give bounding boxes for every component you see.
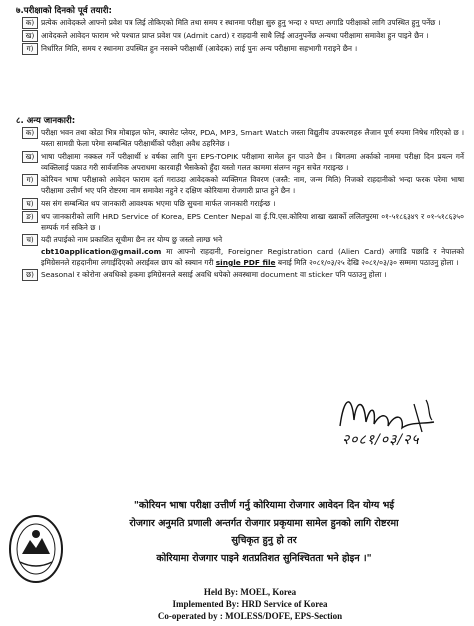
section-other-information [10, 114, 464, 281]
item-text: प्रत्येक आवेदकले आफ्नो प्रवेश पत्र लिई तोकिएको मिति तथा समय र स्थानमा परीक्षा सुरु हुनु भन्दा २ घण्टा अगाडि परीक्षाको लागि उपस्थित हुनु पर्नेछ । [41, 18, 441, 27]
item-marker: ङ) [22, 211, 38, 223]
signature-date: २०८१/०३/२५ [342, 432, 420, 448]
item-text [41, 234, 464, 268]
disclaimer-quote [66, 497, 462, 567]
email-link[interactable]: cbt10application@gmail.com [41, 246, 162, 256]
section-title: ८. अन्य जानकारी: [16, 116, 76, 126]
item-text: निर्धारित मिति, समय र स्थानमा उपस्थित हुन नसक्ने परीक्षार्थी (आवेदक) लाई पुनः अन्य परीक्षामा सहभागी गराइने छैन । [41, 44, 358, 53]
item-text: कोरियन भाषा परीक्षाको आवेदन फाराम दर्ता गराउदा आवेदकको व्यक्तिगत विवरण (जस्तै: नाम, जन्म मिति) निजको राहदानीको भन्दा फरक परेमा भाषा परीक्षामा उत्तीर्ण भए पनि रोष्टरमा नाम समावेश नहुने र दक्षिण कोरियामा रोजगारी प्राप्त हुने छैन । [41, 175, 464, 196]
quote-line: कोरियामा रोजगार पाइने शतप्रतिशत सुनिश्चितता भने होइन ।" [156, 552, 372, 564]
item-marker: छ) [22, 269, 38, 281]
item-marker: क) [22, 127, 38, 139]
cooperated-by: Co-operated by : MOLESS/DOFE, EPS-Section [157, 611, 343, 621]
pdf-requirement: single PDF file [215, 257, 276, 267]
list-item [10, 174, 464, 197]
held-by: Held By: MOEL, Korea [203, 587, 297, 597]
quote-line: सुचिकृत हुनु हो तर [231, 535, 297, 546]
item-marker: च) [22, 234, 38, 246]
item-text-part: मा आफ्नो राहदानी, Foreigner Registration card (Alien Card) अगाडि पछाडि र नेपालको इमिग्रेसनले राहदानीमा लगाईदिएको अराईवल छाप को स्क्यान गरी [41, 246, 464, 267]
item-text: थप जानकारीको लागि HRD Service of Korea, EPS Center Nepal वा ई.पि.एस.कोरिया शाखा ख्वार्को ललितपुरमा ०१-५१८६३४९ र ०१-५१८६३५० सम्पर्क गर्न सकिने छ । [41, 211, 464, 233]
item-marker: ग) [22, 174, 38, 186]
item-text-part: बनाई मिति २०८१/०३/२५ देखि २०८१/०३/३० सम्ममा पठाउनु होला । [275, 257, 459, 267]
list-item [10, 43, 464, 55]
list-item [10, 198, 464, 210]
section-title: ७.परीक्षाको दिनको पूर्व तयारी: [16, 6, 112, 16]
list-item [10, 211, 464, 234]
list-item [10, 151, 464, 174]
item-marker: घ) [22, 198, 38, 210]
quote-line: रोजगार अनुमति प्रणाली अन्तर्गत रोजगार प्रकृयामा सामेल हुनको लागि रोष्टरमा [129, 517, 399, 529]
item-text: Seasonal र कोरोना अवधिको हकमा इमिग्रेसनले बसाई अवधि थपेको अवस्थामा document वा sticker पनि पठाउनु होला । [41, 270, 387, 280]
quote-line: "कोरियन भाषा परीक्षा उत्तीर्ण गर्नु कोरियामा रोजगार आवेदन दिन योग्य भई [133, 500, 395, 511]
item-text: भाषा परीक्षामा नक्कल गर्ने परीक्षार्थी ४ वर्षका लागि पुनः EPS-TOPIK परीक्षामा सामेल हुन पाउने छैन । बिगतमा अर्काको नाममा परीक्षा दिन प्रयत्न गर्ने व्यक्तिलाई पक्राउ गरी सार्वजनिक अपराधमा कारवाही भैसकेको हुँदा यस्तो गलत काममा संलग्न नहुन सचेत गराइन्छ । [41, 151, 464, 172]
item-marker: क) [22, 17, 38, 29]
office-seal-icon [8, 514, 64, 584]
item-text-part: यदी तपाईको नाम प्रकाशित सूचीमा छैन तर योग्य छु जस्तो लाग्छ भने [41, 235, 223, 245]
item-text: परीक्षा भवन तथा कोठा भित्र मोबाइल फोन, क्यासेट प्लेयर, PDA, MP3, Smart Watch जस्ता विद्युतीय उपकरणहरु लैजान पूर्ण रुपमा निषेध गरिएको छ । यस्ता सामग्री फेला परेमा सम्बन्धित परीक्षार्थीको परीक्षा अवैध ठहरिनेछ । [41, 128, 464, 149]
implemented-by: Implemented By: HRD Service of Korea [172, 599, 328, 609]
list-item [10, 17, 464, 29]
list-item [10, 269, 464, 281]
list-item [10, 234, 464, 268]
list-item [10, 30, 464, 42]
item-text: यस संग सम्बन्धित थप जानकारी आवश्यक भएमा पछि सुचना मार्फत जानकारी गराईन्छ । [41, 198, 276, 208]
footer [110, 586, 390, 622]
item-marker: ख) [22, 30, 38, 42]
section-exam-day-preparation [10, 4, 464, 55]
item-marker: ख) [22, 151, 38, 163]
item-marker: ग) [22, 43, 38, 55]
item-text: आवेदकले आवेदन फाराम भरे पश्चात प्राप्त प्रवेश पत्र (Admit card) र राहदानी साथै लिई आउनुपर्नेछ अन्यथा परीक्षामा समावेश हुन पाइने छैन । [41, 31, 429, 40]
list-item [10, 127, 464, 150]
